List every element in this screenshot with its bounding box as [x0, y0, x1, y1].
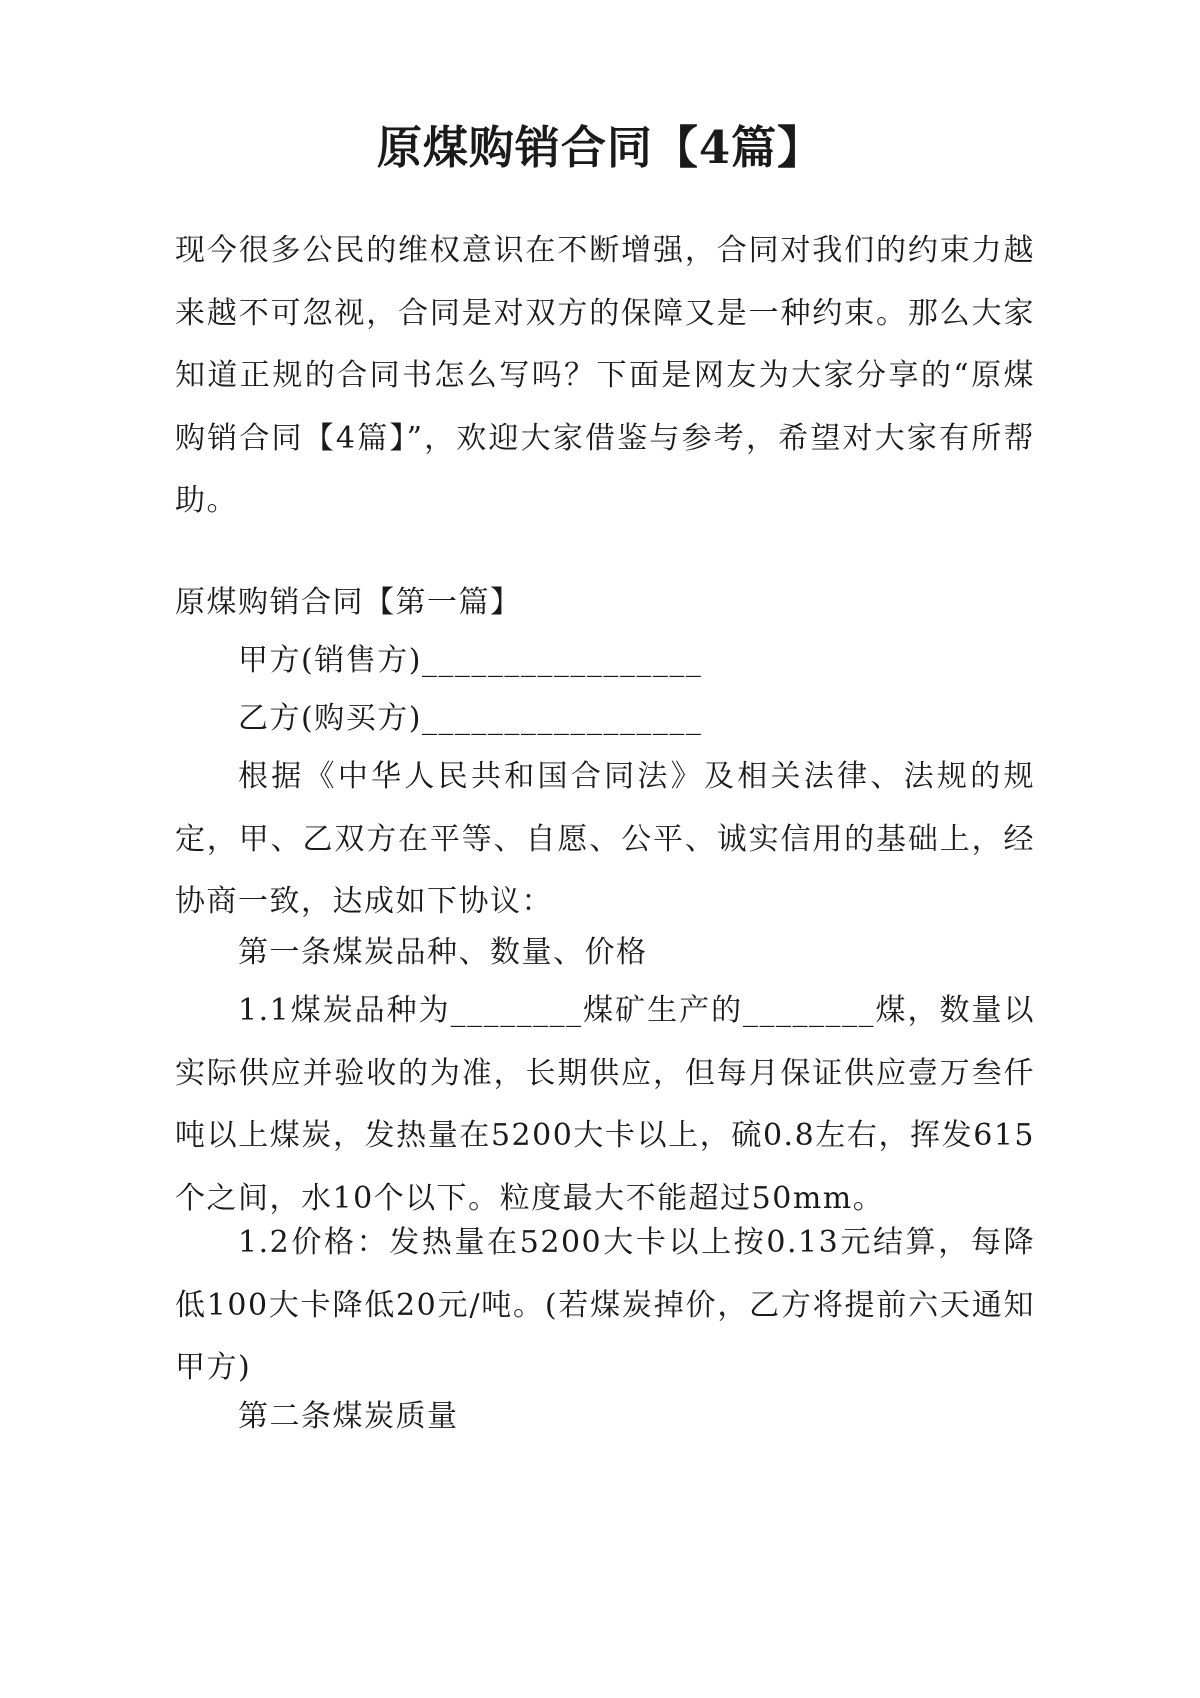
document-title: 原煤购销合同【4篇】 [376, 121, 824, 174]
preamble-paragraph: 根据《中华人民共和国合同法》及相关法律、法规的规定，甲、乙双方在平等、自愿、公平、诚实信用的基础上，经协商一致，达成如下协议： [175, 759, 1035, 919]
clause-1-2: 1.2价格：发热量在5200大卡以上按0.13元结算，每降低100大卡降低20元/吨。(若煤炭掉价，乙方将提前六天通知甲方) [175, 1225, 1035, 1385]
party-b-line: 乙方(购买方)_________________ [238, 701, 703, 736]
clause-1-1: 1.1煤炭品种为________煤矿生产的________煤，数量以实际供应并验收的为准，长期供应，但每月保证供应壹万叁仟吨以上煤炭，发热量在5200大卡以上，硫0.8左右，挥发615个之间，水10个以下。粒度最大不能超过50mm。 [175, 993, 1035, 1216]
article-1-title: 第一条煤炭品种、数量、价格 [238, 935, 648, 970]
party-a-line: 甲方(销售方)_________________ [238, 643, 703, 678]
section-heading: 原煤购销合同【第一篇】 [175, 585, 522, 620]
intro-paragraph: 现今很多公民的维权意识在不断增强，合同对我们的约束力越来越不可忽视，合同是对双方的保障又是一种约束。那么大家知道正规的合同书怎么写吗？下面是网友为大家分享的“原煤购销合同【4篇】”，欢迎大家借鉴与参考，希望对大家有所帮助。 [175, 233, 1035, 518]
article-2-title: 第二条煤炭质量 [238, 1399, 459, 1434]
